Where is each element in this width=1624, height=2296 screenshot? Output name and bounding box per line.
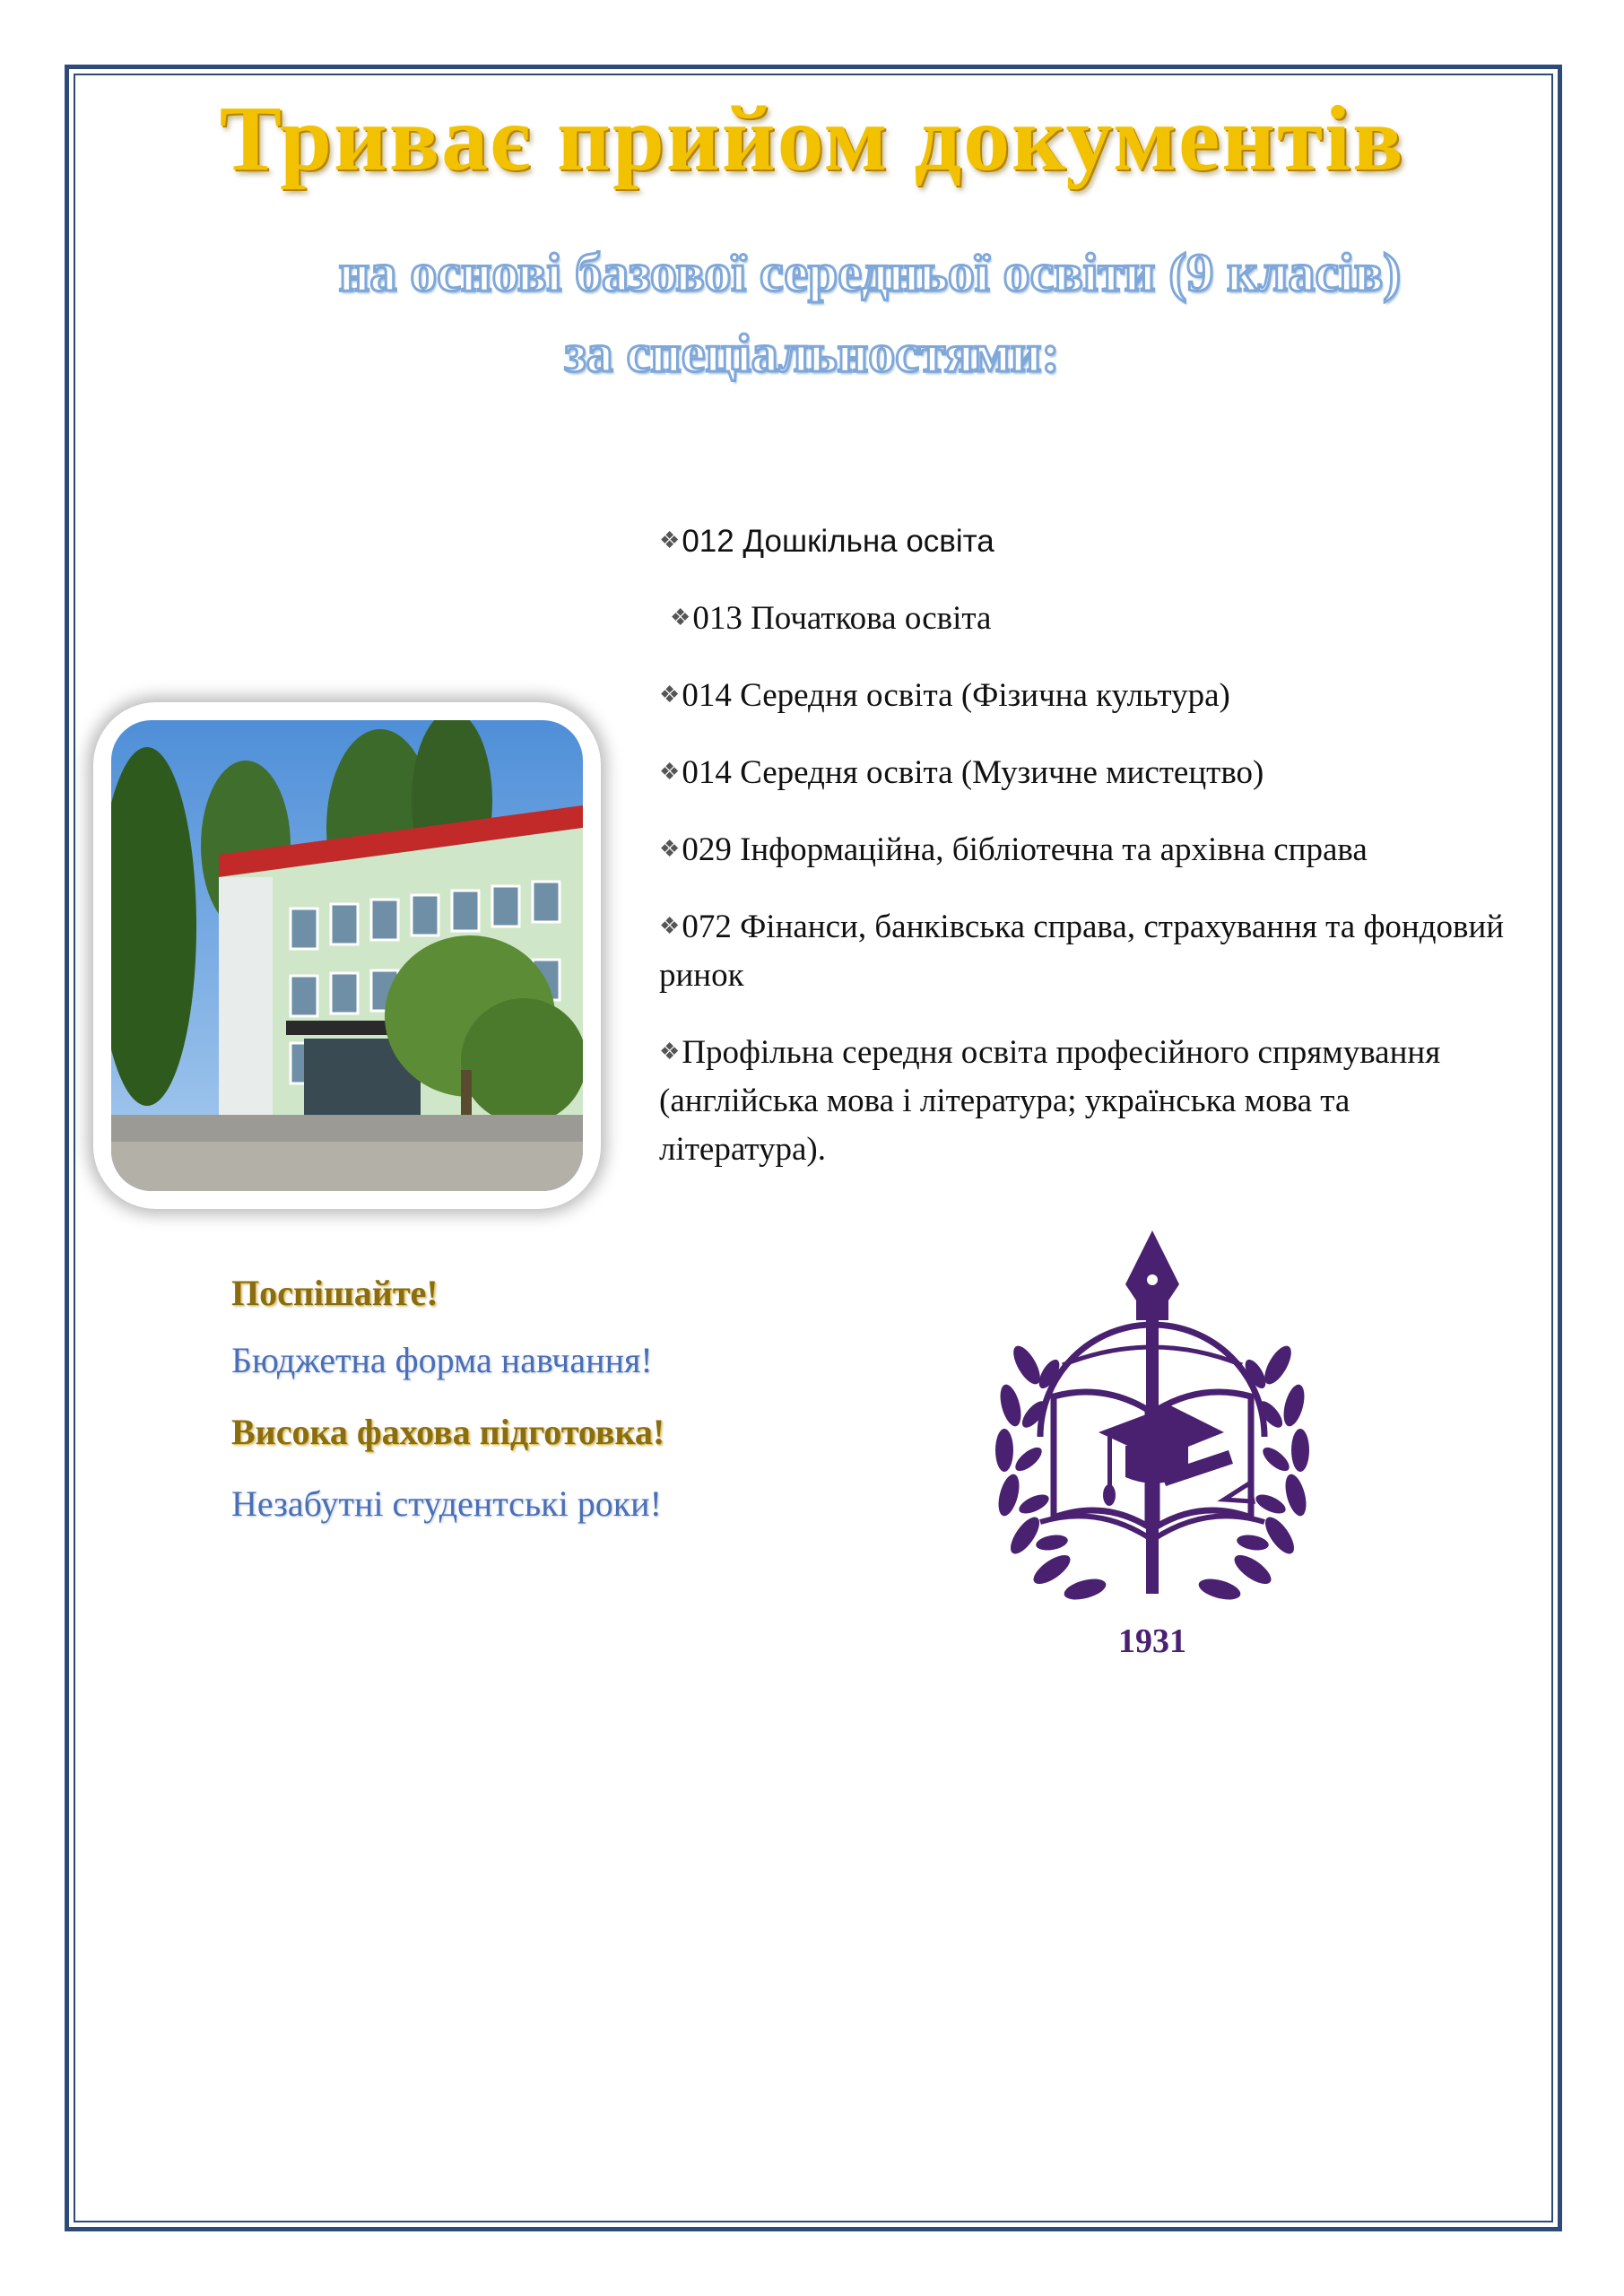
promo-hurry: Поспішайте! xyxy=(231,1273,439,1313)
promo-years: Незабутні студентські роки! xyxy=(231,1483,662,1524)
building-illustration xyxy=(111,720,583,1191)
subtitle-line-1: на основі базової середньої освіти (9 класів) xyxy=(338,243,1402,302)
diamond-bullet-icon: ❖ xyxy=(659,526,681,553)
specialties-list xyxy=(659,516,1520,1202)
diamond-bullet-icon: ❖ xyxy=(659,1039,681,1065)
emblem-year: 1931 xyxy=(1118,1622,1186,1660)
specialty-label: 014 Середня освіта (Музичне мистецтво) xyxy=(682,754,1264,791)
diamond-bullet-icon: ❖ xyxy=(659,913,681,939)
diamond-bullet-icon: ❖ xyxy=(670,604,691,631)
page-title: Триває прийом документів xyxy=(219,87,1405,190)
specialty-label: Профільна середня освіта професійного спрямування (англійська мова і література; українська мова та література). xyxy=(659,1034,1441,1168)
promo-budget: Бюджетна форма навчання! xyxy=(231,1340,653,1380)
specialty-label: 014 Середня освіта (Фізична культура) xyxy=(682,677,1230,714)
specialty-item xyxy=(659,902,1520,1000)
specialty-item xyxy=(659,825,1520,874)
college-emblem-logo xyxy=(964,1231,1341,1661)
building-photo-frame xyxy=(93,702,601,1209)
building-photo xyxy=(111,720,583,1191)
specialty-label: 013 Початкова освіта xyxy=(692,600,992,637)
specialty-item xyxy=(659,748,1520,797)
specialty-label: 012 Дошкільна освіта xyxy=(682,524,994,559)
specialty-item xyxy=(659,516,1520,566)
specialty-label: 029 Інформаційна, бібліотечна та архівна справа xyxy=(682,831,1368,868)
diamond-bullet-icon: ❖ xyxy=(659,759,681,785)
specialty-item xyxy=(659,594,1520,643)
diamond-bullet-icon: ❖ xyxy=(659,836,681,862)
subtitle-line-2: за спеціальностями: xyxy=(564,324,1060,383)
diamond-bullet-icon: ❖ xyxy=(659,682,681,708)
specialty-label: 072 Фінанси, банківська справа, страхування та фондовий ринок xyxy=(659,909,1505,994)
promo-quality: Висока фахова підготовка! xyxy=(231,1412,665,1452)
specialty-item xyxy=(659,671,1520,720)
specialty-item xyxy=(659,1028,1520,1174)
